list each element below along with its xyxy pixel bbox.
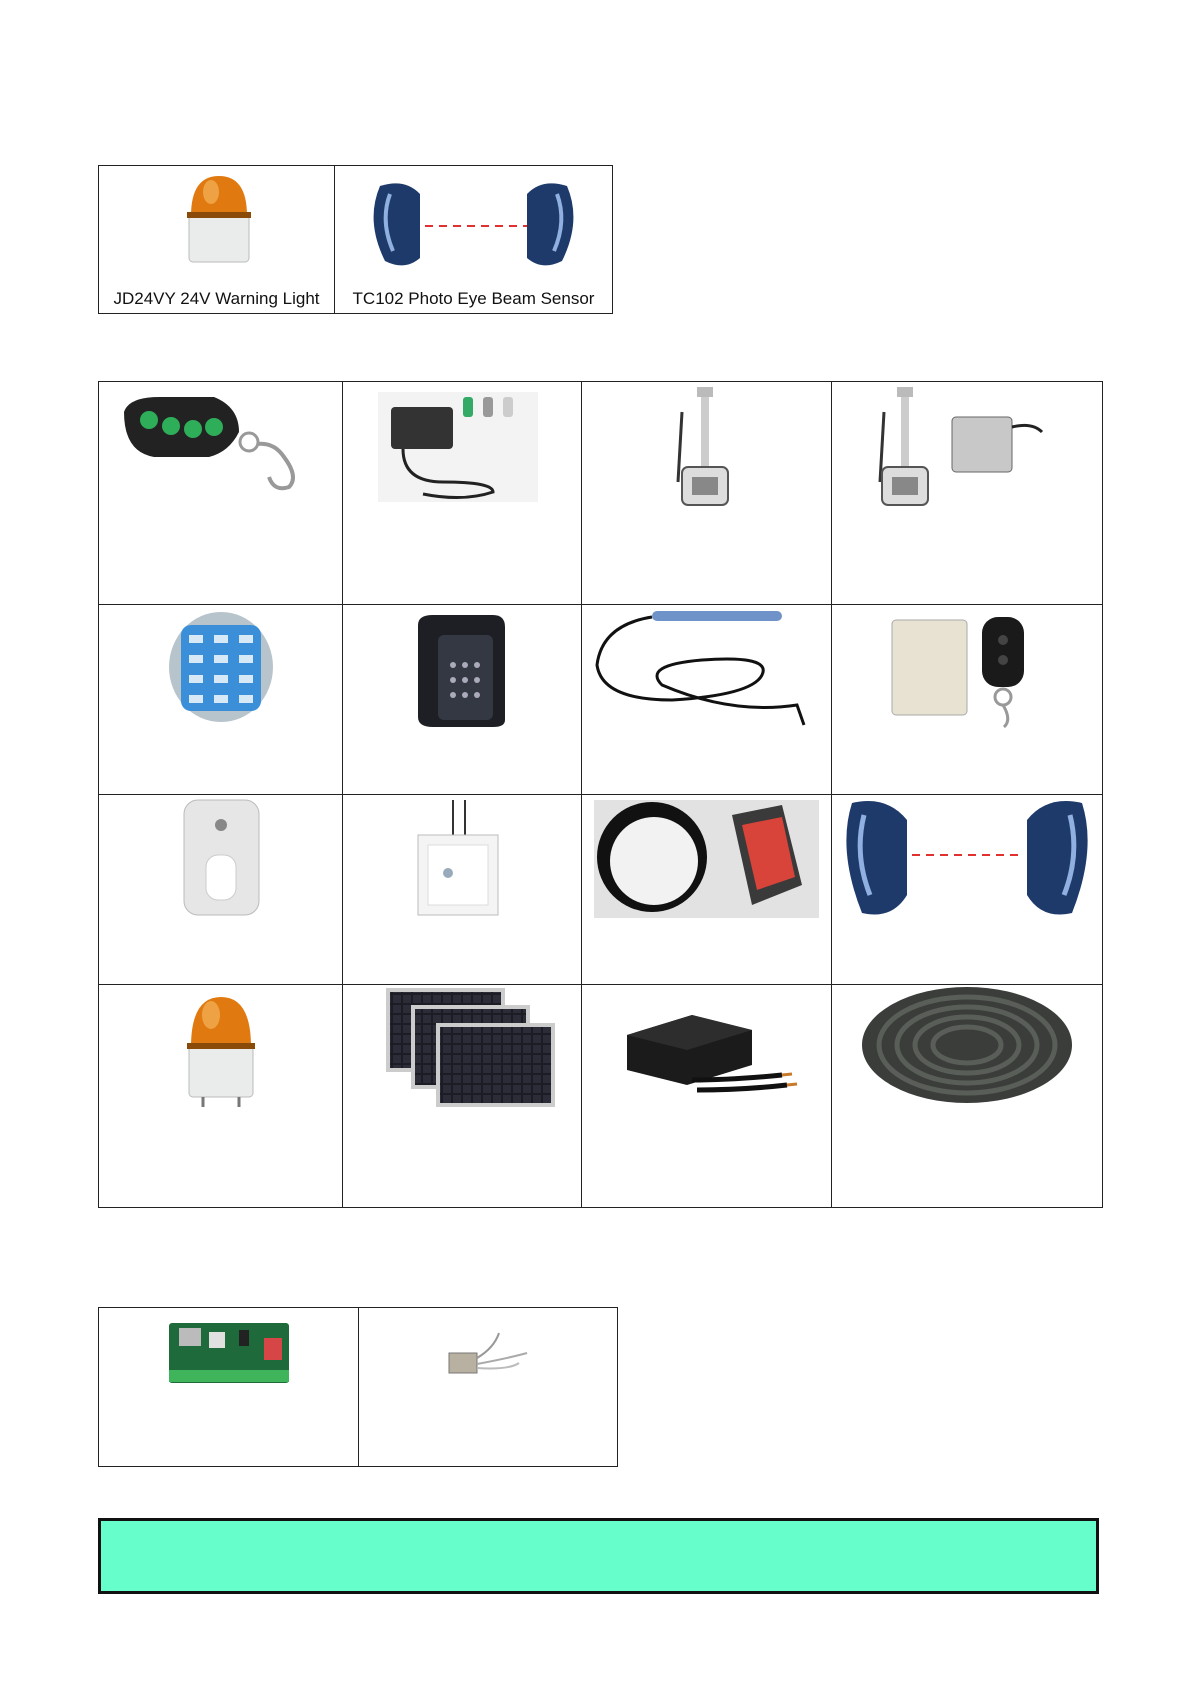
photo-eye-sensor-icon xyxy=(832,795,1102,984)
wall-switch-icon xyxy=(343,795,581,984)
grid-cell-warning-light xyxy=(99,985,343,1208)
grid-cell-flood-detector xyxy=(582,795,832,985)
grid-cell-remote-fob xyxy=(99,382,343,605)
grid-cell-card-keypad xyxy=(343,605,582,795)
control-board-icon xyxy=(99,1308,358,1466)
grid-cell-antenna-kit xyxy=(832,382,1103,605)
product-cell-control-board xyxy=(99,1308,359,1467)
loop-cable-icon xyxy=(582,605,831,794)
antenna-sensor-icon xyxy=(582,382,831,604)
gear-rack-coil-icon xyxy=(832,985,1102,1207)
grid-cell-solar-panels xyxy=(343,985,582,1208)
limit-switch-icon xyxy=(359,1308,617,1466)
antenna-kit-icon xyxy=(832,382,1102,604)
flood-detector-icon xyxy=(582,795,831,984)
grid-cell-gear-rack-coil xyxy=(832,985,1103,1208)
wall-receiver-icon xyxy=(99,795,342,984)
bottom-product-table xyxy=(98,1307,618,1467)
grid-cell-receiver xyxy=(343,382,582,605)
product-cell-photo-eye xyxy=(335,166,613,314)
receiver-box-icon xyxy=(343,382,581,604)
grid-cell-round-keypad xyxy=(99,605,343,795)
grid-cell-wall-switch xyxy=(343,795,582,985)
solar-panels-icon xyxy=(343,985,581,1207)
card-keypad-icon xyxy=(343,605,581,794)
product-cell-warning-light xyxy=(99,166,335,314)
grid-cell-loop-cable xyxy=(582,605,832,795)
product-caption: TC102 Photo Eye Beam Sensor xyxy=(352,289,595,308)
controller-box-icon xyxy=(582,985,831,1207)
grid-cell-remote-receiver-kit xyxy=(832,605,1103,795)
product-caption: JD24VY 24V Warning Light xyxy=(113,289,320,308)
grid-cell-antenna-sensor xyxy=(582,382,832,605)
grid-cell-wall-receiver xyxy=(99,795,343,985)
remote-receiver-kit-icon xyxy=(832,605,1102,794)
remote-fob-icon xyxy=(99,382,342,604)
product-cell-limit-switch xyxy=(359,1308,618,1467)
top-product-table xyxy=(98,165,613,314)
warning-light-icon xyxy=(99,985,342,1207)
grid-cell-controller-box xyxy=(582,985,832,1208)
grid-cell-photo-eye xyxy=(832,795,1103,985)
highlight-band xyxy=(98,1518,1099,1594)
accessory-grid xyxy=(98,381,1103,1208)
round-keypad-icon xyxy=(99,605,342,794)
